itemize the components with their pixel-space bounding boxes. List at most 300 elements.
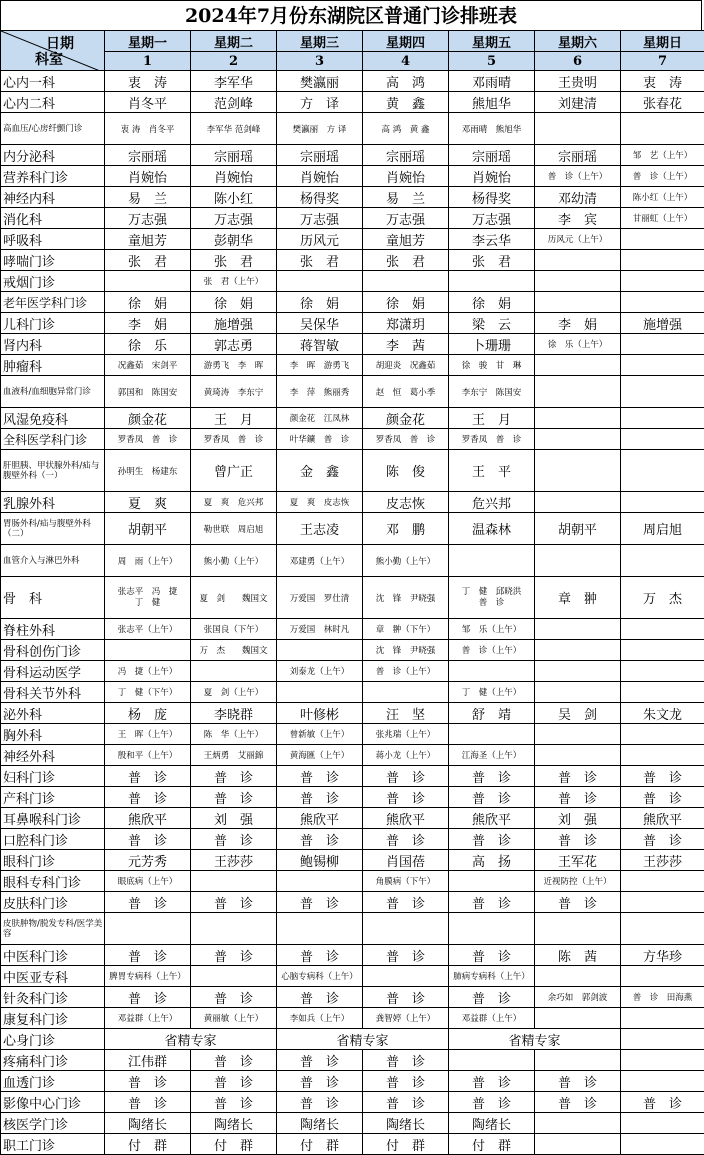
table-row — [1, 619, 704, 640]
schedule-cell: 周 雨（上午） — [105, 545, 191, 577]
schedule-cell: 鲍锡柳 — [277, 850, 363, 871]
schedule-cell: 普 诊 — [449, 1071, 535, 1092]
schedule-cell: 衷 涛 — [621, 71, 704, 92]
schedule-cell: 陈小红 — [191, 187, 277, 208]
table-row — [1, 376, 704, 408]
table-row — [1, 966, 704, 987]
schedule-cell: 李 宾 — [535, 208, 621, 229]
table-row — [1, 292, 704, 313]
dept-name: 妇科门诊 — [1, 766, 105, 787]
dept-name: 高血压/心房纤颤门诊 — [1, 113, 105, 145]
table-row — [1, 545, 704, 577]
schedule-cell: 张 君 — [449, 250, 535, 271]
schedule-cell — [535, 408, 621, 429]
schedule-cell — [535, 545, 621, 577]
day-number: 4 — [363, 52, 449, 71]
schedule-cell: 罗香凤 普 诊 — [363, 429, 449, 450]
schedule-cell: 宗丽瑶 — [105, 145, 191, 166]
schedule-cell: 丁 健（下午） — [105, 682, 191, 703]
schedule-cell: 普 诊 — [449, 945, 535, 966]
schedule-cell — [535, 745, 621, 766]
day-number: 1 — [105, 52, 191, 71]
dept-name: 消化科 — [1, 208, 105, 229]
table-row — [1, 829, 704, 850]
schedule-cell: 角膜病（下午） — [363, 871, 449, 892]
dept-name: 胃肠外科/疝与腹壁外科（二） — [1, 513, 105, 545]
schedule-cell — [449, 724, 535, 745]
schedule-cell: 颜金花 江凤林 — [277, 408, 363, 429]
table-row — [1, 229, 704, 250]
dept-name: 耳鼻喉科门诊 — [1, 808, 105, 829]
schedule-cell: 熊欣平 — [277, 808, 363, 829]
schedule-cell: 邹 艺（上午） — [621, 145, 704, 166]
schedule-cell — [535, 292, 621, 313]
schedule-cell: 张志平（上午） — [105, 619, 191, 640]
table-row — [1, 92, 704, 113]
schedule-cell: 普 诊 — [363, 1050, 449, 1071]
schedule-cell: 普 诊（上午） — [363, 661, 449, 682]
schedule-cell: 金 鑫 — [277, 450, 363, 492]
schedule-cell: 施增强 — [191, 313, 277, 334]
table-row — [1, 987, 704, 1008]
schedule-cell: 普 诊 — [449, 787, 535, 808]
schedule-cell — [535, 450, 621, 492]
schedule-cell: 万爱国 罗仕清 — [277, 577, 363, 619]
schedule-cell: 心脑专病科（上午） — [277, 966, 363, 987]
schedule-cell: 宗丽瑶 — [449, 145, 535, 166]
schedule-cell — [621, 1029, 704, 1050]
schedule-cell: 李东宁 陈国安 — [449, 376, 535, 408]
schedule-cell: 曾广正 — [191, 450, 277, 492]
schedule-cell: 普 诊 — [191, 945, 277, 966]
schedule-cell: 罗香凤 普 诊 — [191, 429, 277, 450]
schedule-cell — [621, 429, 704, 450]
schedule-cell: 王 月 — [191, 408, 277, 429]
schedule-cell: 普 诊 — [191, 829, 277, 850]
schedule-cell: 邹 乐（上午） — [449, 619, 535, 640]
schedule-cell: 万志强 — [105, 208, 191, 229]
schedule-cell: 刘 强 — [535, 808, 621, 829]
schedule-cell: 万志强 — [449, 208, 535, 229]
schedule-cell: 宗丽瑶 — [535, 145, 621, 166]
schedule-cell: 徐 娟 — [449, 292, 535, 313]
schedule-cell: 普 诊 — [277, 987, 363, 1008]
table-row — [1, 71, 704, 92]
dept-name: 心内一科 — [1, 71, 105, 92]
schedule-cell: 肖婉怡 — [191, 166, 277, 187]
table-row — [1, 166, 704, 187]
schedule-cell: 张 君 — [105, 250, 191, 271]
schedule-cell — [621, 745, 704, 766]
table-row — [1, 766, 704, 787]
schedule-cell: 李 萍 熊丽秀 — [277, 376, 363, 408]
table-row — [1, 913, 704, 945]
schedule-cell: 付 群 — [277, 1134, 363, 1155]
schedule-cell: 普 诊 — [105, 766, 191, 787]
table-row — [1, 1134, 704, 1155]
schedule-cell: 夏 剑 魏国文 — [191, 577, 277, 619]
dept-name: 营养科门诊 — [1, 166, 105, 187]
schedule-cell: 夏 爽 — [105, 492, 191, 513]
schedule-cell — [621, 966, 704, 987]
schedule-cell: 彭朝华 — [191, 229, 277, 250]
table-row — [1, 577, 704, 619]
schedule-cell: 省精专家 — [277, 1029, 449, 1050]
schedule-cell — [535, 913, 621, 945]
schedule-cell — [621, 376, 704, 408]
dept-name: 康复科门诊 — [1, 1008, 105, 1029]
schedule-cell: 刘 强 — [191, 808, 277, 829]
day-header: 星期二 — [191, 31, 277, 52]
schedule-cell: 颜金花 — [105, 408, 191, 429]
dept-name: 泌外科 — [1, 703, 105, 724]
table-row — [1, 355, 704, 376]
schedule-cell: 万 杰 魏国文 — [191, 640, 277, 661]
schedule-cell: 肖婉怡 — [449, 166, 535, 187]
schedule-cell: 杨得奖 — [449, 187, 535, 208]
schedule-cell: 邓雨晴 — [449, 71, 535, 92]
dept-name: 心内二科 — [1, 92, 105, 113]
schedule-cell: 普 诊 — [363, 766, 449, 787]
schedule-cell: 汪 坚 — [363, 703, 449, 724]
schedule-cell: 丁 健（上午） — [449, 682, 535, 703]
table-row — [1, 1029, 704, 1050]
table-row — [1, 1071, 704, 1092]
schedule-cell: 曾新敏（上午） — [277, 724, 363, 745]
schedule-table — [0, 30, 704, 1155]
table-row — [1, 640, 704, 661]
day-number: 3 — [277, 52, 363, 71]
table-row — [1, 808, 704, 829]
dept-name: 皮肤肿物/脱发专科/医学美容 — [1, 913, 105, 945]
schedule-cell — [621, 292, 704, 313]
schedule-cell: 杨 庞 — [105, 703, 191, 724]
schedule-cell: 黄 鑫 — [363, 92, 449, 113]
schedule-cell: 黄丽敏（上午） — [191, 1008, 277, 1029]
schedule-cell: 李军华 范剑峰 — [191, 113, 277, 145]
day-number: 5 — [449, 52, 535, 71]
schedule-cell: 熊小勤（上午） — [363, 545, 449, 577]
schedule-cell: 危兴邦 — [449, 492, 535, 513]
schedule-cell: 张 君 — [363, 250, 449, 271]
schedule-cell: 徐 娟 — [363, 292, 449, 313]
schedule-cell — [191, 871, 277, 892]
table-row — [1, 682, 704, 703]
schedule-cell: 普 诊 — [621, 1092, 704, 1113]
schedule-cell: 余巧如 郭剑波 — [535, 987, 621, 1008]
schedule-cell: 陶绪长 — [363, 1113, 449, 1134]
table-row — [1, 408, 704, 429]
schedule-cell: 普 诊 — [191, 1050, 277, 1071]
schedule-cell: 高 鸿 黄 鑫 — [363, 113, 449, 145]
dept-name: 全科医学科门诊 — [1, 429, 105, 450]
schedule-cell: 张志平 冯 捷 丁 健 — [105, 577, 191, 619]
schedule-cell — [621, 271, 704, 292]
schedule-cell: 徐 骏 甘 琳 — [449, 355, 535, 376]
schedule-cell: 沈 锋 尹晓强 — [363, 577, 449, 619]
schedule-cell: 皮志恢 — [363, 492, 449, 513]
schedule-cell: 王莎莎 — [621, 850, 704, 871]
schedule-cell — [621, 661, 704, 682]
schedule-cell — [535, 724, 621, 745]
schedule-cell: 罗香凤 普 诊 — [105, 429, 191, 450]
schedule-cell: 普 诊 — [535, 892, 621, 913]
dept-name: 哮喘门诊 — [1, 250, 105, 271]
table-row — [1, 1113, 704, 1134]
schedule-cell — [535, 1134, 621, 1155]
table-row — [1, 871, 704, 892]
schedule-cell: 邓益群（上午） — [449, 1008, 535, 1029]
table-row — [1, 513, 704, 545]
schedule-cell: 吴保华 — [277, 313, 363, 334]
schedule-cell: 樊瀛丽 — [277, 71, 363, 92]
schedule-cell: 历风元（上午） — [535, 229, 621, 250]
schedule-cell: 颜金花 — [363, 408, 449, 429]
schedule-cell — [535, 661, 621, 682]
table-row — [1, 271, 704, 292]
schedule-cell — [535, 250, 621, 271]
schedule-cell: 龚智婷（上午） — [363, 1008, 449, 1029]
schedule-cell — [621, 113, 704, 145]
schedule-cell: 衷 涛 肖冬平 — [105, 113, 191, 145]
schedule-cell: 徐 娟 — [191, 292, 277, 313]
schedule-cell: 熊欣平 — [105, 808, 191, 829]
schedule-cell: 普 诊 — [105, 987, 191, 1008]
schedule-cell: 普 诊（上午） — [621, 166, 704, 187]
table-row — [1, 1008, 704, 1029]
day-header: 星期五 — [449, 31, 535, 52]
schedule-cell — [535, 492, 621, 513]
schedule-cell — [621, 892, 704, 913]
schedule-cell: 周启旭 — [621, 513, 704, 545]
schedule-cell: 熊旭华 — [449, 92, 535, 113]
header-row-nums — [1, 52, 704, 71]
schedule-cell: 甘丽虹（上午） — [621, 208, 704, 229]
table-row — [1, 313, 704, 334]
schedule-cell: 普 诊 — [363, 892, 449, 913]
schedule-cell: 高 鸿 — [363, 71, 449, 92]
schedule-cell: 陶绪长 — [105, 1113, 191, 1134]
schedule-cell: 郭志勇 — [191, 334, 277, 355]
schedule-cell: 普 诊 — [191, 1071, 277, 1092]
schedule-cell: 普 诊 — [449, 1092, 535, 1113]
schedule-cell — [449, 913, 535, 945]
schedule-cell: 章 翀（下午） — [363, 619, 449, 640]
schedule-cell: 夏 剑（上午） — [191, 682, 277, 703]
day-header: 星期四 — [363, 31, 449, 52]
schedule-cell: 陶绪长 — [277, 1113, 363, 1134]
dept-name: 肾内科 — [1, 334, 105, 355]
schedule-cell: 李云华 — [449, 229, 535, 250]
schedule-cell: 普 诊 — [191, 787, 277, 808]
schedule-cell — [277, 682, 363, 703]
schedule-cell: 普 诊 — [363, 987, 449, 1008]
dept-name: 血液科/血细胞异常门诊 — [1, 376, 105, 408]
dept-name: 神经内科 — [1, 187, 105, 208]
schedule-cell — [535, 429, 621, 450]
schedule-cell — [363, 682, 449, 703]
day-header: 星期六 — [535, 31, 621, 52]
schedule-cell: 徐 乐（上午） — [535, 334, 621, 355]
schedule-cell: 普 诊 — [191, 1092, 277, 1113]
schedule-cell: 邓幼清 — [535, 187, 621, 208]
day-number: 2 — [191, 52, 277, 71]
schedule-cell: 普 诊 — [621, 829, 704, 850]
schedule-cell: 万 杰 — [621, 577, 704, 619]
schedule-cell: 熊欣平 — [363, 808, 449, 829]
dept-name: 口腔科门诊 — [1, 829, 105, 850]
schedule-cell: 宗丽瑶 — [277, 145, 363, 166]
table-row — [1, 787, 704, 808]
schedule-cell — [621, 408, 704, 429]
schedule-cell — [449, 661, 535, 682]
schedule-cell: 元芳秀 — [105, 850, 191, 871]
schedule-cell — [535, 682, 621, 703]
schedule-cell — [621, 355, 704, 376]
day-header: 星期日 — [621, 31, 704, 52]
schedule-cell: 蒋智敏 — [277, 334, 363, 355]
schedule-cell — [621, 913, 704, 945]
schedule-cell: 叶修彬 — [277, 703, 363, 724]
table-row — [1, 1050, 704, 1071]
schedule-cell — [277, 871, 363, 892]
schedule-cell — [277, 271, 363, 292]
schedule-cell: 王贵明 — [535, 71, 621, 92]
schedule-cell — [621, 682, 704, 703]
schedule-cell: 普 诊 — [535, 829, 621, 850]
schedule-cell — [449, 871, 535, 892]
schedule-cell — [105, 913, 191, 945]
dept-name: 血透门诊 — [1, 1071, 105, 1092]
schedule-cell: 章 翀 — [535, 577, 621, 619]
dept-name: 产科门诊 — [1, 787, 105, 808]
schedule-cell: 普 诊 — [621, 766, 704, 787]
table-row — [1, 492, 704, 513]
dept-name: 儿科门诊 — [1, 313, 105, 334]
schedule-cell — [621, 1113, 704, 1134]
schedule-cell: 普 诊 — [449, 766, 535, 787]
schedule-cell: 胡朝平 — [105, 513, 191, 545]
date-label: 日期 — [46, 33, 74, 53]
schedule-cell — [363, 913, 449, 945]
schedule-cell: 罗香凤 普 诊 — [449, 429, 535, 450]
schedule-cell: 邓益群（上午） — [105, 1008, 191, 1029]
schedule-cell: 普 诊 — [363, 1092, 449, 1113]
schedule-cell — [621, 724, 704, 745]
table-row — [1, 334, 704, 355]
schedule-cell — [535, 355, 621, 376]
schedule-cell: 温森林 — [449, 513, 535, 545]
schedule-cell: 李 娟 — [535, 313, 621, 334]
schedule-cell — [621, 492, 704, 513]
schedule-cell: 卜珊珊 — [449, 334, 535, 355]
schedule-cell: 张 君 — [191, 250, 277, 271]
dept-name: 风湿免疫科 — [1, 408, 105, 429]
schedule-cell: 普 诊 — [105, 892, 191, 913]
schedule-cell: 高 扬 — [449, 850, 535, 871]
dept-name: 皮肤科门诊 — [1, 892, 105, 913]
schedule-cell: 童旭芳 — [105, 229, 191, 250]
schedule-cell: 舒 靖 — [449, 703, 535, 724]
schedule-cell: 陶绪长 — [191, 1113, 277, 1134]
schedule-cell: 王莎莎 — [191, 850, 277, 871]
schedule-cell: 施增强 — [621, 313, 704, 334]
schedule-cell: 蒋小龙（上午） — [363, 745, 449, 766]
table-row — [1, 208, 704, 229]
schedule-cell: 普 诊 — [105, 1071, 191, 1092]
schedule-cell: 李 娟 — [105, 313, 191, 334]
table-row — [1, 145, 704, 166]
page-title: 2024年7月份东湖院区普通门诊排班表 — [0, 0, 702, 30]
schedule-cell — [621, 334, 704, 355]
schedule-cell: 熊欣平 — [449, 808, 535, 829]
schedule-cell: 普 诊 — [191, 892, 277, 913]
schedule-cell: 普 诊 — [363, 829, 449, 850]
schedule-cell: 普 诊（上午） — [535, 166, 621, 187]
schedule-cell — [535, 966, 621, 987]
schedule-cell: 普 诊 — [105, 1092, 191, 1113]
dept-name: 内分泌科 — [1, 145, 105, 166]
schedule-cell: 普 诊 田海燕 — [621, 987, 704, 1008]
schedule-cell: 邓雨晴 熊旭华 — [449, 113, 535, 145]
schedule-cell — [621, 871, 704, 892]
schedule-cell: 胡朝平 — [535, 513, 621, 545]
schedule-cell: 李晓群 — [191, 703, 277, 724]
dept-name: 眼科门诊 — [1, 850, 105, 871]
schedule-cell — [105, 640, 191, 661]
schedule-cell: 沈 锋 尹晓强 — [363, 640, 449, 661]
schedule-cell: 易 兰 — [363, 187, 449, 208]
schedule-cell: 肖婉怡 — [363, 166, 449, 187]
day-header: 星期一 — [105, 31, 191, 52]
table-row — [1, 187, 704, 208]
schedule-cell: 眼底病（上午） — [105, 871, 191, 892]
schedule-cell: 李 茜 — [363, 334, 449, 355]
schedule-cell: 陈小红（上午） — [621, 187, 704, 208]
schedule-cell: 普 诊 — [277, 787, 363, 808]
schedule-cell — [621, 1071, 704, 1092]
schedule-cell — [535, 619, 621, 640]
schedule-cell: 江伟群 — [105, 1050, 191, 1071]
schedule-cell — [535, 113, 621, 145]
dept-name: 戒烟门诊 — [1, 271, 105, 292]
schedule-cell: 普 诊 — [449, 892, 535, 913]
schedule-cell: 冯 捷（上午） — [105, 661, 191, 682]
schedule-cell — [191, 913, 277, 945]
schedule-cell: 李 晖 游勇飞 — [277, 355, 363, 376]
dept-name: 胸外科 — [1, 724, 105, 745]
schedule-cell: 普 诊（上午） — [449, 640, 535, 661]
schedule-cell — [277, 913, 363, 945]
dept-name: 疼痛科门诊 — [1, 1050, 105, 1071]
day-number: 7 — [621, 52, 704, 71]
schedule-cell: 普 诊 — [535, 1071, 621, 1092]
schedule-cell: 陈 茜 — [535, 945, 621, 966]
schedule-cell: 王炳勇 艾丽錦 — [191, 745, 277, 766]
table-row — [1, 661, 704, 682]
schedule-cell: 孙明生 杨建东 — [105, 450, 191, 492]
schedule-cell: 郑潇玥 — [363, 313, 449, 334]
schedule-cell: 徐 乐 — [105, 334, 191, 355]
schedule-cell: 朱文龙 — [621, 703, 704, 724]
schedule-cell: 普 诊 — [191, 766, 277, 787]
schedule-cell: 宗丽瑶 — [363, 145, 449, 166]
schedule-cell: 李如兵（上午） — [277, 1008, 363, 1029]
schedule-cell: 陈 俊 — [363, 450, 449, 492]
schedule-cell: 方华珍 — [621, 945, 704, 966]
dept-name: 骨科关节外科 — [1, 682, 105, 703]
header-corner — [1, 31, 105, 71]
